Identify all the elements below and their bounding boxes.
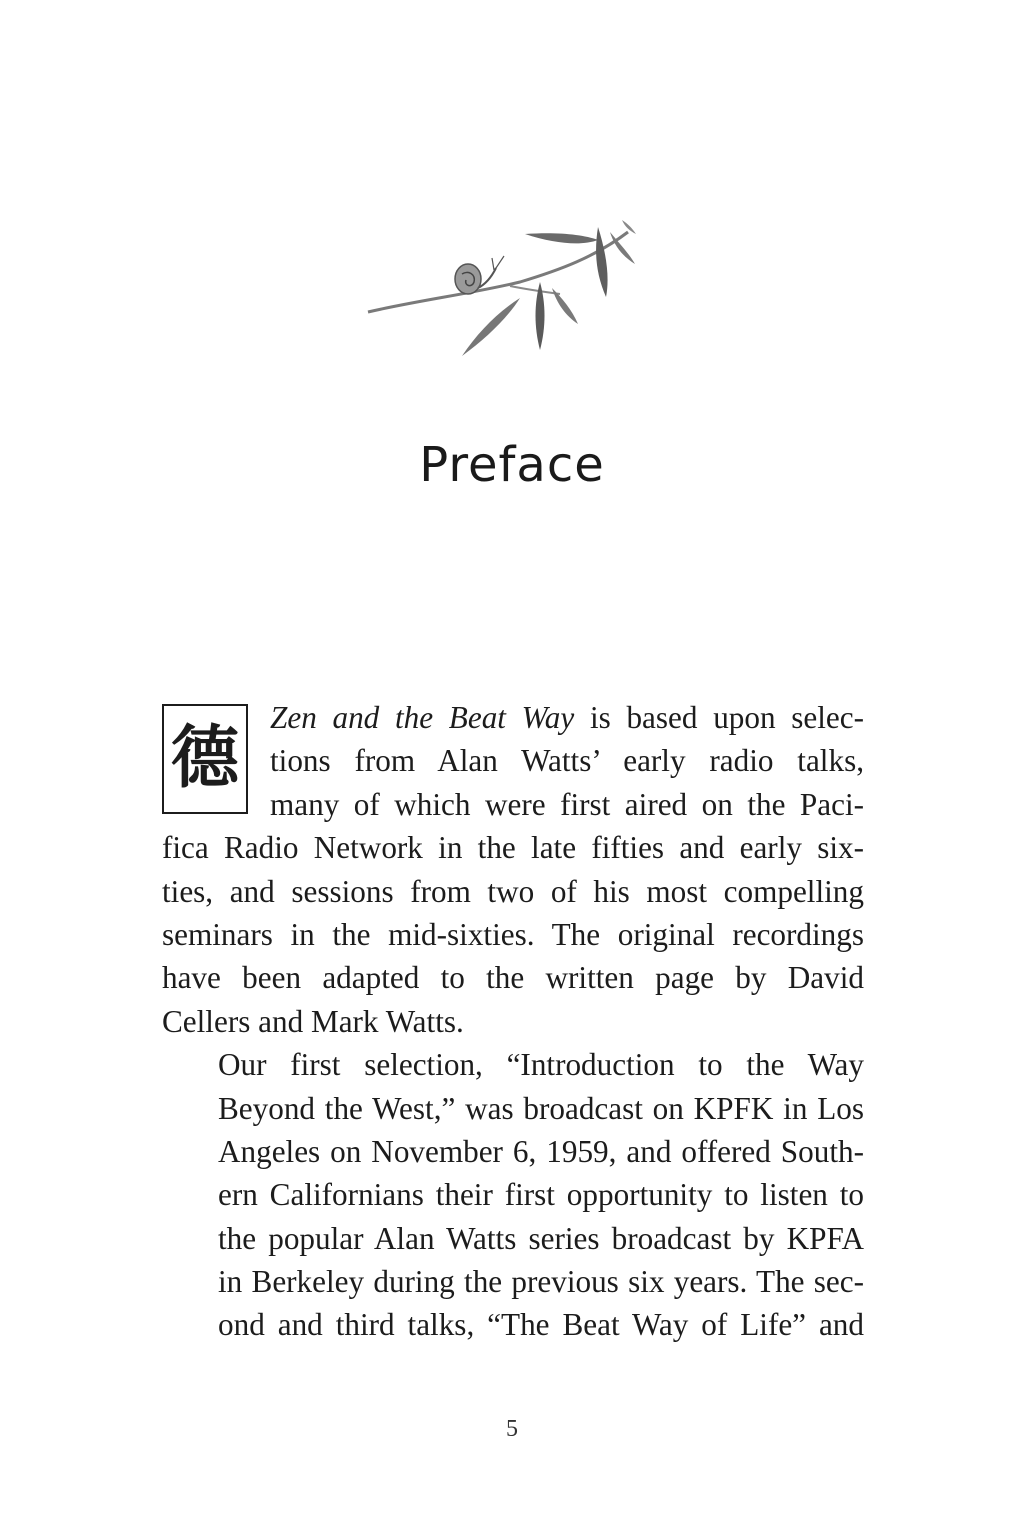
body-text bbox=[162, 696, 864, 1347]
text-line: ond and third talks, “The Beat Way of Life” and bbox=[218, 1307, 864, 1343]
text-line: Cellers and Mark Watts. bbox=[162, 1003, 464, 1039]
text-line: tions from Alan Watts’ early radio talks, bbox=[270, 743, 864, 779]
text-line: Angeles on November 6, 1959, and offered South- bbox=[218, 1133, 864, 1169]
bamboo-branch-with-snail-icon bbox=[360, 212, 650, 362]
text-line: seminars in the mid-sixties. The original recordings bbox=[162, 916, 864, 952]
text-line: Zen and the Beat Way is based upon selec- bbox=[270, 700, 864, 735]
text-line: Beyond the West,” was broadcast on KPFK in Los bbox=[218, 1090, 864, 1126]
paragraph-1 bbox=[162, 696, 864, 1043]
text-line: ern Californians their first opportunity to listen to bbox=[218, 1177, 864, 1213]
text-line: the popular Alan Watts series broadcast by KPFA bbox=[218, 1220, 864, 1256]
text-line: Our first selection, “Introduction to the Way bbox=[218, 1047, 864, 1083]
text-line: many of which were first aired on the Paci- bbox=[270, 786, 864, 822]
page-number: 5 bbox=[506, 1416, 518, 1442]
text-line: fica Radio Network in the late fifties and early six- bbox=[162, 830, 864, 866]
page-title: Preface bbox=[419, 437, 605, 493]
dropcap-box bbox=[162, 704, 248, 814]
text-line: ties, and sessions from two of his most compelling bbox=[162, 873, 864, 909]
text-line: in Berkeley during the previous six years. The sec- bbox=[218, 1264, 864, 1300]
calligraphy-de-character-icon: 德 bbox=[170, 719, 239, 799]
text-line: have been adapted to the written page by David bbox=[162, 960, 864, 996]
paragraph-2 bbox=[162, 1043, 864, 1347]
